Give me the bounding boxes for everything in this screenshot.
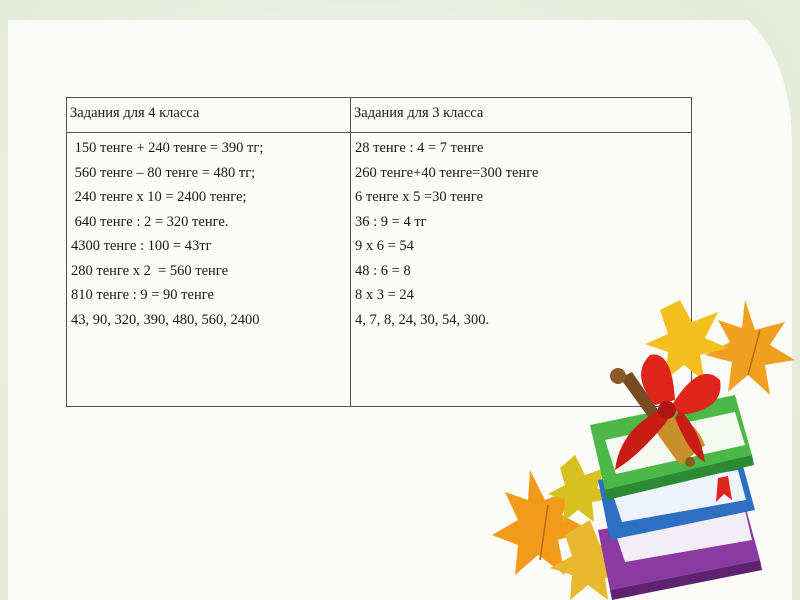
task-line: 560 тенге – 80 тенге = 480 тг; [71,164,256,181]
task-line: 4300 тенге : 100 = 43тг [71,238,212,254]
grade-4-tasks-cell [67,133,351,407]
task-line: 28 тенге : 4 = 7 тенге [355,140,484,156]
school-decoration [490,290,800,600]
task-line: 640 тенге : 2 = 320 тенге. [71,213,229,230]
answers-line: 4, 7, 8, 24, 30, 54, 300. [355,311,490,328]
task-line: 260 тенге+40 тенге=300 тенге [355,164,539,181]
task-line: 48 : 6 = 8 [355,262,411,279]
task-line: 8 х 3 = 24 [355,287,414,303]
answers-line: 43, 90, 320, 390, 480, 560, 2400 [71,311,260,328]
task-line: 150 тенге + 240 тенге = 390 тг; [71,140,264,156]
task-line: 240 тенге х 10 = 2400 тенге; [71,189,247,205]
task-line: 280 тенге х 2 = 560 тенге [71,262,229,279]
table-header-row [67,98,692,133]
task-line: 9 х 6 = 54 [355,238,414,254]
header-grade-3: Задания для 3 класса [351,98,692,133]
task-line: 810 тенге : 9 = 90 тенге [71,287,214,303]
task-line: 36 : 9 = 4 тг [355,213,427,230]
header-grade-4: Задания для 4 класса [67,98,351,133]
task-line: 6 тенге х 5 =30 тенге [355,189,484,205]
